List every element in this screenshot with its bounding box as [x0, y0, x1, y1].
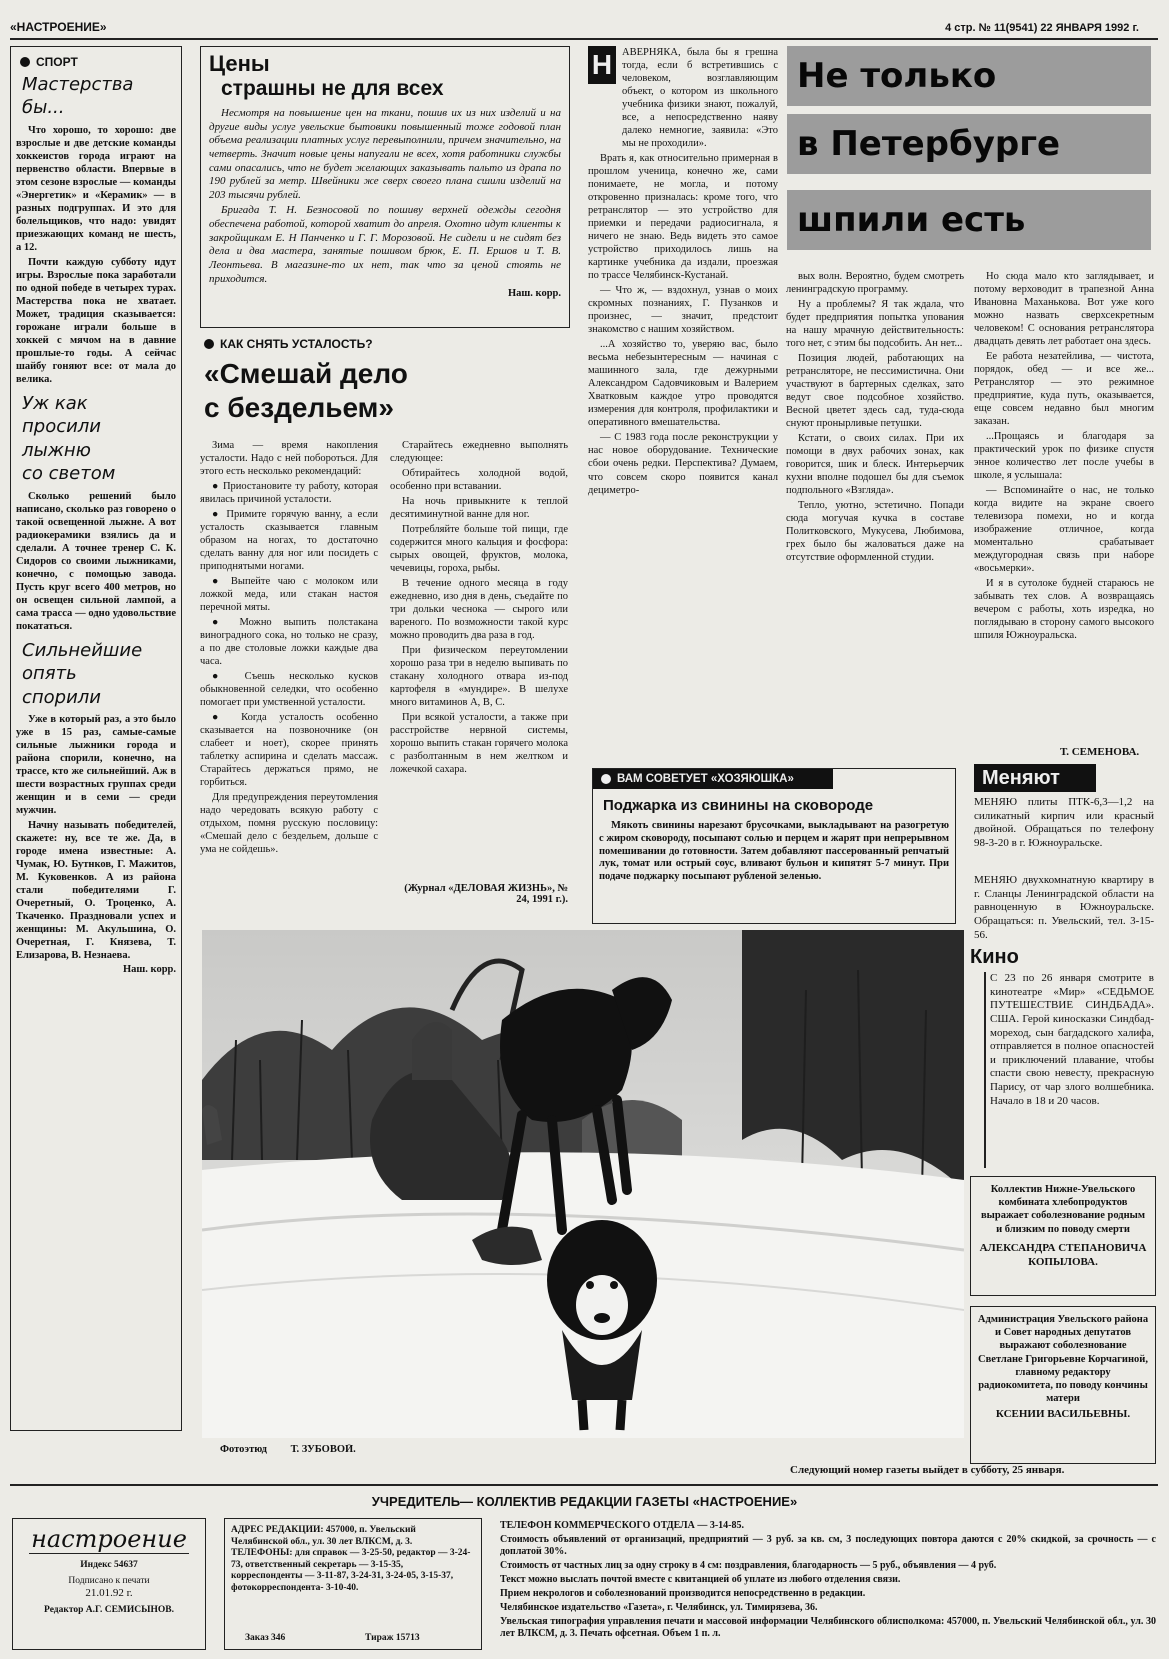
paragraph: Сколько решений было написано, сколько раз говорено о такой освещенной лыжне. А вот радиокерамики взялись да и сделали. А точнее тренер С. К. Сидоров со своими лыжниками, конечно, с помощью завода. Пусть круг всего 400 метров, но он освещен сильной лампой, а сама трасса — одно удовольствие покататься.: [16, 490, 176, 632]
paragraph: Но сюда мало кто заглядывает, и потому верховодит в трапезной Анна Ивановна Маханькова. Вот уже кого можно назвать сверхсекретным человеком! С основания ретранслятора двадцать девять лет работает она здесь.: [974, 271, 1154, 348]
bullet-icon: [601, 774, 611, 784]
paragraph: На ночь привыкните к теплой десятиминутной ванне для ног.: [390, 496, 568, 521]
condolence-1-text: Коллектив Нижне-Увельского комбината хлебопродуктов выражает соболезнование родным и близким по поводу смерти: [980, 1184, 1145, 1235]
fatigue-source: (Журнал «ДЕЛОВАЯ ЖИЗНЬ», № 24, 1991 г.).: [404, 883, 568, 905]
fatigue-col-1: [200, 439, 378, 858]
prices-body: [209, 107, 561, 286]
photo-illustration: [202, 930, 964, 1438]
photo-credit-label: Фотоэтюд: [220, 1444, 267, 1455]
cinema-body: С 23 по 26 января смотрите в кинотеатре «Мир» «СЕДЬМОЕ ПУТЕШЕСТВИЕ СИНДБАДА». США. Герой киносказки Синдбад-мореход, сын багдадского халифа, отправляется в полное опасностей и приключений плавание, чтобы спасти свою невесту, прекрасную Парису, от чар злого волшебника. Начало в 18 и 20 часов.: [990, 972, 1154, 1107]
headline-line: Уж как: [22, 393, 88, 415]
paragraph: Что хорошо, то хорошо: две взрослые и две детские команды хоккеистов города играют на первенство области. Впервые в этом сезоне взрослые — команды «Энергетик» и «Керамик» — в разных подгруппах. И это для болельщиков, что надо: увидят приезжающих команд не шесть, а 12.: [16, 124, 176, 253]
paragraph: Несмотря на повышение цен на ткани, пошив их из них изделий и на другие виды услуг увельские бытовики повышенный тоже годовой план объема реализации платных услуг перевыполнили, причем значительно, на четверть. Значит новые цены напугали не всех, хотя работники службы сами опасались, что не будет желающих заказывать пальто из драпа по 190 рублей за метр. Швейники же сверх своего плана сшили изделий на 203 тысячи рублей.: [209, 107, 561, 201]
sport-headline-2: [22, 392, 176, 486]
paragraph: Обтирайтесь холодной водой, особенно при вставании.: [390, 468, 568, 493]
footer-date: 21.01.92 г.: [85, 1587, 133, 1600]
paragraph: Зима — время накопления усталости. Надо с ней побороться. Для этого есть несколько рекомендаций:: [200, 440, 378, 478]
paragraph: При физическом переутомлении хорошо раза три в неделю выпивать по стакану холодного отвара из-под картофеля в «мундире». В шелухе много витаминов А, В, С.: [390, 645, 568, 709]
cinema-headline: Кино: [970, 946, 1019, 968]
paragraph: Для предупреждения переутомления надо чередовать всякую работу с отдыхом, помня русскую пословицу: «Смешай дело с бездельем, дольше с ума не сойдешь».: [200, 792, 378, 856]
paragraph: Тепло, уютно, эстетично. Попади сюда могучая кучка в составе Политковского, Мукусева, Любимова, грех было бы жаловаться даже на отсутствие оформленной студии.: [786, 500, 964, 564]
paragraph: ● Примите горячую ванну, а если усталость сказывается главным образом на ногах, то достаточно сделать ванну для ног или посидеть с приподнятыми ногами.: [200, 509, 378, 573]
paragraph: ● Съешь несколько кусков обыкновенной селедки, что особенно помогает при умственной усталости.: [200, 671, 378, 709]
paragraph: Челябинское издательство «Газета», г. Челябинск, ул. Тимирязева, 36.: [500, 1602, 818, 1613]
footer-editor: Редактор А.Г. СЕМИСЫНОВ.: [44, 1604, 174, 1615]
paragraph: Ее работа незатейлива, — чистота, порядок, обед — и все же... Ретранслятор — это режимное предприятие, куда путь, оказывается, еще совсем недавно был многим заказан.: [974, 351, 1154, 428]
exchange-item-2: МЕНЯЮ двухкомнатную квартиру в г. Сланцы Ленинградской области на равноценную в Южноуральске. Обращаться: п. Увельский, тел. 3-15-56.: [974, 874, 1154, 941]
paragraph: Стоимость объявлений от организаций, предприятий — 3 руб. за кв. см, 3 последующих повтора даются с 20% скидкой, за срочность — с доплатой 30%.: [500, 1534, 1156, 1557]
prices-headline-1: Цены: [209, 51, 270, 76]
paragraph: Старайтесь ежедневно выполнять следующее:: [390, 440, 568, 465]
paragraph: — С 1983 года после реконструкции у нас новое оборудование. Технические сбои очень редки. Перспектива? Думаем, что совсем скоро появится канал дециметро-: [588, 432, 778, 496]
paragraph: Увельская типография управления печати и массовой информации Челябинского облисполкома: 457000, п. Увельский Челябинской обл., ул. 30 лет ВЛКСМ, д. 3. Печать офсетная. Объем 1 п. л.: [500, 1616, 1156, 1639]
recipe-headline: Поджарка из свинины на сковороде: [603, 797, 874, 814]
paragraph: — Вспоминайте о нас, не только когда видите на экране своего телевизора помехи, но и когда изображение отличное, когда моментально срабатывает междугородная связь при наборе «восьмерки».: [974, 485, 1154, 575]
photo-credit: [220, 1444, 356, 1455]
paragraph: АВЕРНЯКА, была бы я грешна тогда, если б встретившись с человеком, возглавляющим объект, о котором из школьного учебника физики знают, пожалуй, все, а непосредственно наяву далеко немногие, заявила: «Это мы не проходили».: [622, 47, 778, 150]
recipe-body: Мякоть свинины нарезают брусочками, выкладывают на разогретую с жиром сковороду, посыпают солью и перцем и жарят при непрерывном помешивании до готовности. Затем добавляют пассерованный репчатый лук, томат или острый соус, вливают бульон и кипятят 5-7 минут. При подаче поджарку посыпают рубленой зеленью.: [599, 820, 949, 883]
headline-line: лыжню: [22, 439, 91, 461]
headline-line: с бездельем»: [204, 391, 394, 423]
paragraph: Прием некрологов и соболезнований производится непосредственно в редакции.: [500, 1588, 866, 1599]
paragraph: В течение одного месяца в году ежедневно, изо дня в день, съедайте по три дольки чеснока — сырого или вареного. По возможности такой курс можно проводить два раза в год.: [390, 578, 568, 642]
prices-headline-2: страшны не для всех: [221, 77, 444, 100]
petersburg-headline-2: в Петербурге: [787, 114, 1151, 174]
prices-signature: Наш. корр.: [508, 288, 561, 300]
petersburg-headline-3: шпили есть: [787, 190, 1151, 250]
fatigue-headline: [204, 357, 570, 424]
condolence-2-text: Администрация Увельского района и Совет народных депутатов выражают соболезнование Светлане Григорьевне Корчагиной, главному редактору радиокомитета, по поводу кончины матери: [977, 1314, 1149, 1405]
footer-masthead: [12, 1518, 206, 1650]
condolence-2: [970, 1306, 1156, 1464]
prices-article: [200, 46, 570, 328]
paragraph: ● Можно выпить полстакана виноградного сока, но только не сразу, а по две столовые ложки каждые два часа.: [200, 617, 378, 668]
sport-body-2: [16, 490, 176, 633]
next-issue-note: Следующий номер газеты выйдет в субботу, 25 января.: [790, 1464, 1065, 1476]
paragraph: ● Приостановите ту работу, которая явилась причиной усталости.: [200, 481, 378, 506]
paragraph: ...А хозяйство то, уверяю вас, было весьма небезынтересным — начиная с машинного зала, где дежурными Александром Садовчиковым и Валерием Хватковым каждое утро проводятся измерения для контроля, профилактики и оперативного вмешательства.: [588, 339, 778, 429]
sport-headline-1: Мастерства бы...: [22, 74, 134, 119]
footer-rule: [10, 1484, 1158, 1486]
paragraph: Ну а проблемы? Я так ждала, что будет предприятия попытка упования на нашу мрачную действительность: того нет, с этим бы подсобить. Ан нет...: [786, 299, 964, 350]
newspaper-name: «НАСТРОЕНИЕ»: [10, 20, 107, 34]
headline-line: опять: [22, 663, 77, 685]
founder-line: УЧРЕДИТЕЛЬ— КОЛЛЕКТИВ РЕДАКЦИИ ГАЗЕТЫ «НАСТРОЕНИЕ»: [371, 1494, 798, 1509]
sport-headline-3: [22, 639, 176, 709]
petersburg-col-3: [974, 270, 1154, 744]
dropcap: Н: [588, 46, 616, 84]
paragraph: вых волн. Вероятно, будем смотреть ленинградскую программу.: [786, 271, 964, 296]
recipe-rubric: ВАМ СОВЕТУЕТ «ХОЗЯЮШКА»: [593, 769, 833, 789]
footer-address-box: [224, 1518, 482, 1650]
exchange-headline: Меняют: [974, 764, 1096, 792]
footer-signed: Подписано к печати: [68, 1575, 150, 1586]
sport-column: [10, 46, 182, 1431]
condolence-1: [970, 1176, 1156, 1296]
paragraph: Начну называть победителей, скажете: ну, все те же. Да, в городе имена известные: А. Чумак, Ю. Бутнков, Г. Мажитов, М. Куковенков. А из района стали победителями Г. Очеретный, О. Троценко, А. Ткаченко. Праздновали успех и женщины: М. Акульшина, О. Очеретная, Г. Князева, Т. Елизарова, В. Незнаева.: [16, 820, 176, 962]
photo-winter-sleigh: [202, 930, 964, 1438]
sport-signature: Наш. корр.: [123, 964, 176, 976]
headline-line: спорили: [22, 686, 102, 708]
bullet-icon: [204, 339, 214, 349]
header-rule: [10, 38, 1158, 40]
headline-line: Сильнейшие: [22, 639, 143, 661]
sport-body-1: [16, 124, 176, 386]
paragraph: ...Прощаясь и благодаря за практический урок по физике спустя энное количество лет после учебы в школе, я услышала:: [974, 431, 1154, 482]
condolence-1-name: АЛЕКСАНДРА СТЕПАНОВИЧА КОПЫЛОВА.: [979, 1241, 1147, 1268]
paragraph: И я в сутолоке будней стараюсь не забывать тех слов. А возвращаясь вечером с работы, хоть изредка, но поглядываю в сторону самого высокого шпиля Южноуральска.: [974, 578, 1154, 642]
paragraph: Кстати, о своих силах. При их помощи в двух рабочих зонах, как говорится, шик и блеск. Интерьерчик кухни вполне подошел бы для съемок подпольного «Взгляда».: [786, 433, 964, 497]
paragraph: Уже в который раз, а это было уже в 15 раз, самые-самые сильные лыжники города и района спорили, конечно, на трассе, кто же сильнейший. Аж в шести возрастных группах среди женщин и в семи — среди мужчин.: [16, 714, 176, 817]
headline-line: «Смешай дело: [204, 358, 408, 389]
sport-body-3: [16, 713, 176, 962]
paragraph: При всякой усталости, а также при расстройстве нервной системы, хорошо выпить стакан горячего молока с разболтанным в нем желтком и ложечкой сахара.: [390, 712, 568, 776]
paragraph: Бригада Т. Н. Безносовой по пошиву верхней одежды сегодня обеспечена работой, которой хватит до апреля. Охотно идут клиенты к закройщикам Е. Н Панченко и Г. Г. Морозовой. Не сидели и не сидят без дела и два мастера, занятые пошивом брюк, Е. П. Ершов и Т. В. Леонтьева. В магазине-то их нет, так что за ценой стоять не приходится.: [209, 204, 561, 285]
paragraph: Стоимость от частных лиц за одну строку в 4 см: поздравления, благодарность — 5 руб., объявления — 4 руб.: [500, 1560, 997, 1571]
petersburg-col-1: [588, 46, 778, 766]
paragraph: Потребляйте больше той пищи, где содержится много кальция и фосфора: сырых овощей, фруктов, молока, чечевицы, гороха, рыбы.: [390, 524, 568, 575]
footer-commercial: [500, 1520, 1156, 1650]
paragraph: — Что ж, — вздохнул, узнав о моих скромных познаниях, Г. Пузанков и произнес, — значит, предстоит знакомство с нашим хозяйством.: [588, 285, 778, 336]
headline-line: просили: [22, 416, 102, 438]
paragraph: ТЕЛЕФОН КОММЕРЧЕСКОГО ОТДЕЛА — 3-14-85.: [500, 1520, 745, 1531]
recipe-box: [592, 768, 956, 924]
condolence-2-name: КСЕНИИ ВАСИЛЬЕВНЫ.: [995, 1407, 1131, 1420]
paragraph: Врать я, как относительно примерная в прошлом ученица, конечно же, сами понимаете, не могла, и потому откровенно призналась: кроме того, что ретранслятор — это устройство для приемки и передачи радиосигнала, я ничего не знаю. Ведь видеть это самое устройство приходилось лишь на картинке учебника да издали, проезжая по трассе Челябинск-Кустанай.: [588, 153, 778, 282]
paragraph: Позиция людей, работающих на ретрансляторе, не пессимистична. Они участвуют в бартерных сделках, зато ведут свое подсобное хозяйство. Весной цветет здесь сад, туда-сюда снуют пронырливые петушки.: [786, 353, 964, 430]
petersburg-col-2: [786, 270, 964, 760]
photo-credit-name: Т. ЗУБОВОЙ.: [290, 1444, 356, 1455]
footer-order: Заказ 346: [245, 1633, 286, 1644]
bullet-icon: [20, 57, 30, 67]
paragraph: Почти каждую субботу идут игры. Взрослые пока заработали по одной победе в четырех турах. Мастерства пока не хватает. Может, традиция сказывается: горожане играли больше в хоккей с мячом на в давние прошлые-то годы. А сейчас шайбу гоняют все: от мала до велика.: [16, 256, 176, 386]
footer-index: Индекс 54637: [80, 1560, 138, 1570]
paragraph: Текст можно выслать почтой вместе с квитанцией об уплате из любого отделения связи.: [500, 1574, 901, 1585]
petersburg-signature: Т. СЕМЕНОВА.: [1060, 746, 1140, 758]
sport-rubric: СПОРТ: [20, 55, 176, 69]
paragraph: ● Выпейте чаю с молоком или ложкой меда, или стакан настоя перечной мяты.: [200, 576, 378, 614]
fatigue-col-2: [390, 439, 568, 778]
footer-address: АДРЕС РЕДАКЦИИ: 457000, п. Увельский Челябинской обл., ул. 30 лет ВЛКСМ, д. 3. ТЕЛЕФОНЫ: для справок — 3-25-50, редактор — 3-24-73, ответственный секретарь — 3-15-35, корреспонденты — 3-11-87, 3-24-31, 3-24-05, 3-15-37, фотокорреспондента- 3-10-40.: [231, 1525, 471, 1593]
fatigue-article: [200, 335, 570, 915]
fatigue-rubric: КАК СНЯТЬ УСТАЛОСТЬ?: [204, 337, 570, 351]
paragraph: ● Когда усталость особенно сказывается на позвоночнике (он слабеет и ноет), скорее принять таблетку аспирина и сделать массаж. Старайтесь держаться прямо, не горбиться.: [200, 712, 378, 789]
footer-print-run: Тираж 15713: [365, 1633, 420, 1644]
headline-line: со светом: [22, 463, 116, 485]
exchange-item-1: МЕНЯЮ плиты ПТК-6,3—1,2 на силикатный кирпич или красный двойной. Обращаться по телефону 98-3-20 в г. Южноуральске.: [974, 796, 1154, 849]
footer-logo: настроение: [29, 1525, 189, 1554]
petersburg-headline-1: Не только: [787, 46, 1151, 106]
cinema-rule-v: [984, 972, 986, 1168]
issue-info: 4 стр. № 11(9541) 22 ЯНВАРЯ 1992 г.: [945, 22, 1139, 34]
